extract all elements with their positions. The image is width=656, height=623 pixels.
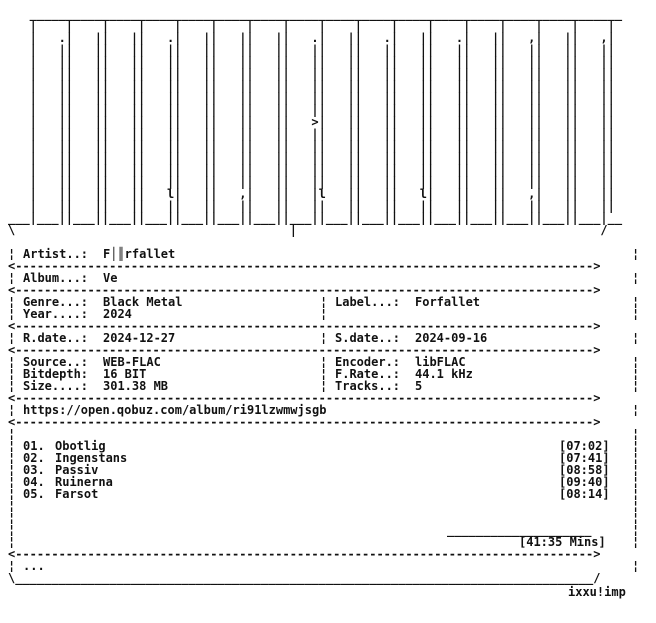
divider: <--------------------------------------------------------------------------------> <box>8 415 601 429</box>
frame-border: ¦ <box>632 379 640 393</box>
year-label: Year....: <box>23 307 89 321</box>
label-value: Forfallet <box>415 295 481 309</box>
frame-rate-value: 44.1 kHz <box>415 367 473 381</box>
ascii-logo: __________________________________________________________________________________ | | | | | | | | | | | | | | | | | | .| || || .| || || || .| || .| || .| || ,| || ,| | || || || || || || || || || || || || || || || || | || || || || || || || || || || || || || || || || | || || || || || || || || || || || || || || || || | || || || || || || || || || || || || || || || || | || || || || || || || || || || || || || || || || | || || || || || || || || || || || || || || || || | || || || || || || || >| || || || || || || || || | || || || || || || || || || || || || || || || || | || || || || || || || || || || || || || || || || | || || || || || || || || || || || || || || || || | || || || || || || || || || || || || || || || || | || || || || || || || || || || || || || || || || | || || || l| || ,| || |l || || l| || || ,| || || | || || || || || || || || || || || || || || || || ___|___||___||___||___||___||___||___||___||___||___||___||___||___||___||___||___|__ \ | / <box>8 7 623 237</box>
release-date-label: R.date..: <box>23 331 89 345</box>
frame-border: ¦ <box>632 247 640 261</box>
frame-border: ¦ <box>8 559 16 573</box>
frame-border: ¦ <box>8 271 23 285</box>
encoder-label: Encoder.: <box>335 355 401 369</box>
genre-value: Black Metal <box>103 295 183 309</box>
column-separator: ¦ <box>320 331 328 345</box>
track-time: [07:41] <box>559 451 610 465</box>
frame-border: ¦ <box>8 463 16 477</box>
total-time-rule: ____________________ <box>447 523 592 537</box>
frame-border: ¦ <box>8 427 16 441</box>
frame-border: ¦ <box>8 439 16 453</box>
frame-border: ¦ <box>632 451 640 465</box>
source-label: Source..: <box>23 355 89 369</box>
frame-border: ¦ <box>8 475 16 489</box>
track-row <box>8 488 648 500</box>
frame-border: ¦ <box>632 331 640 345</box>
frame-border: ¦ <box>8 247 23 261</box>
album-label: Album...: <box>23 271 89 285</box>
track-title: Ruinerna <box>55 475 113 489</box>
frame-border: ¦ <box>632 535 640 549</box>
frame-border: ¦ <box>632 463 640 477</box>
frame-border: ¦ <box>8 511 16 525</box>
divider: <--------------------------------------------------------------------------------> <box>8 391 601 405</box>
frame-border: ¦ <box>8 331 16 345</box>
column-separator: ¦ <box>320 355 328 369</box>
frame-border: ¦ <box>632 271 640 285</box>
year-value: 2024 <box>103 307 132 321</box>
scene-date-value: 2024-09-16 <box>415 331 488 345</box>
source-value: WEB-FLAC <box>103 355 161 369</box>
divider: <--------------------------------------------------------------------------------> <box>8 283 601 297</box>
track-number: 02. <box>23 451 45 465</box>
release-date-value: 2024-12-27 <box>103 331 176 345</box>
bitdepth-value: 16 BIT <box>103 367 147 381</box>
album-url-link[interactable]: https://open.qobuz.com/album/ri91lzwmwjsgb <box>23 403 327 417</box>
bitdepth-label: Bitdepth: <box>23 367 89 381</box>
frame-border: ¦ <box>632 475 640 489</box>
size-value: 301.38 MB <box>103 379 169 393</box>
label-label: Label...: <box>335 295 401 309</box>
track-title: Ingenstans <box>55 451 128 465</box>
track-number: 01. <box>23 439 45 453</box>
track-time: [08:14] <box>559 487 610 501</box>
frame-border: ¦ <box>632 355 640 369</box>
frame-border: ¦ <box>632 307 640 321</box>
genre-label: Genre...: <box>23 295 89 309</box>
frame-border: ¦ <box>8 379 16 393</box>
artist-label: Artist..: <box>23 247 89 261</box>
divider: <--------------------------------------------------------------------------------> <box>8 259 601 273</box>
track-number: 04. <box>23 475 45 489</box>
frame-border: ¦ <box>632 439 640 453</box>
column-separator: ¦ <box>320 379 328 393</box>
track-row <box>8 476 648 488</box>
frame-border: ¦ <box>632 559 640 573</box>
frame-border: ¦ <box>8 307 16 321</box>
track-row <box>8 452 648 464</box>
frame-border: ¦ <box>632 295 640 309</box>
track-number: 03. <box>23 463 45 477</box>
track-time: [07:02] <box>559 439 610 453</box>
frame-border: ¦ <box>632 403 640 417</box>
frame-border: ¦ <box>632 367 640 381</box>
size-label: Size....: <box>23 379 89 393</box>
track-number: 05. <box>23 487 45 501</box>
frame-rate-label: F.Rate..: <box>335 367 401 381</box>
tracks-value: 5 <box>415 379 423 393</box>
track-title: Passiv <box>55 463 99 477</box>
nfo-document <box>8 7 640 599</box>
frame-border: ¦ <box>8 355 16 369</box>
tracks-label: Tracks..: <box>335 379 401 393</box>
frame-border: ¦ <box>632 487 640 501</box>
divider: <--------------------------------------------------------------------------------> <box>8 547 601 561</box>
frame-border: ¦ <box>632 427 640 441</box>
frame-border: ¦ <box>8 535 16 549</box>
frame-border: ¦ <box>632 511 640 525</box>
encoder-value: libFLAC <box>415 355 466 369</box>
frame-border: ¦ <box>8 499 16 513</box>
signature: ixxu!imp <box>568 585 626 599</box>
divider: <--------------------------------------------------------------------------------> <box>8 343 601 357</box>
frame-border: ¦ <box>8 367 16 381</box>
divider: <--------------------------------------------------------------------------------> <box>8 319 601 333</box>
track-time: [08:58] <box>559 463 610 477</box>
scene-date-label: S.date..: <box>335 331 401 345</box>
frame-border: ¦ <box>8 403 16 417</box>
frame-border: ¦ <box>8 451 16 465</box>
frame-border: ¦ <box>632 499 640 513</box>
album-value: Ve <box>103 271 118 285</box>
notes-text: ... <box>23 559 45 573</box>
column-separator: ¦ <box>320 307 328 321</box>
column-separator: ¦ <box>320 295 328 309</box>
frame-border: ¦ <box>8 295 16 309</box>
column-separator: ¦ <box>320 367 328 381</box>
bottom-border: \________________________________________________________________________________/ <box>8 571 601 585</box>
track-title: Obotlig <box>55 439 106 453</box>
total-time: [41:35 Mins] <box>519 535 606 549</box>
track-title: Farsot <box>55 487 99 501</box>
frame-border: ¦ <box>8 523 16 537</box>
frame-border: ¦ <box>632 523 640 537</box>
frame-border: ¦ <box>8 487 16 501</box>
artist-value: F│║rfallet <box>103 247 176 261</box>
track-time: [09:40] <box>559 475 610 489</box>
